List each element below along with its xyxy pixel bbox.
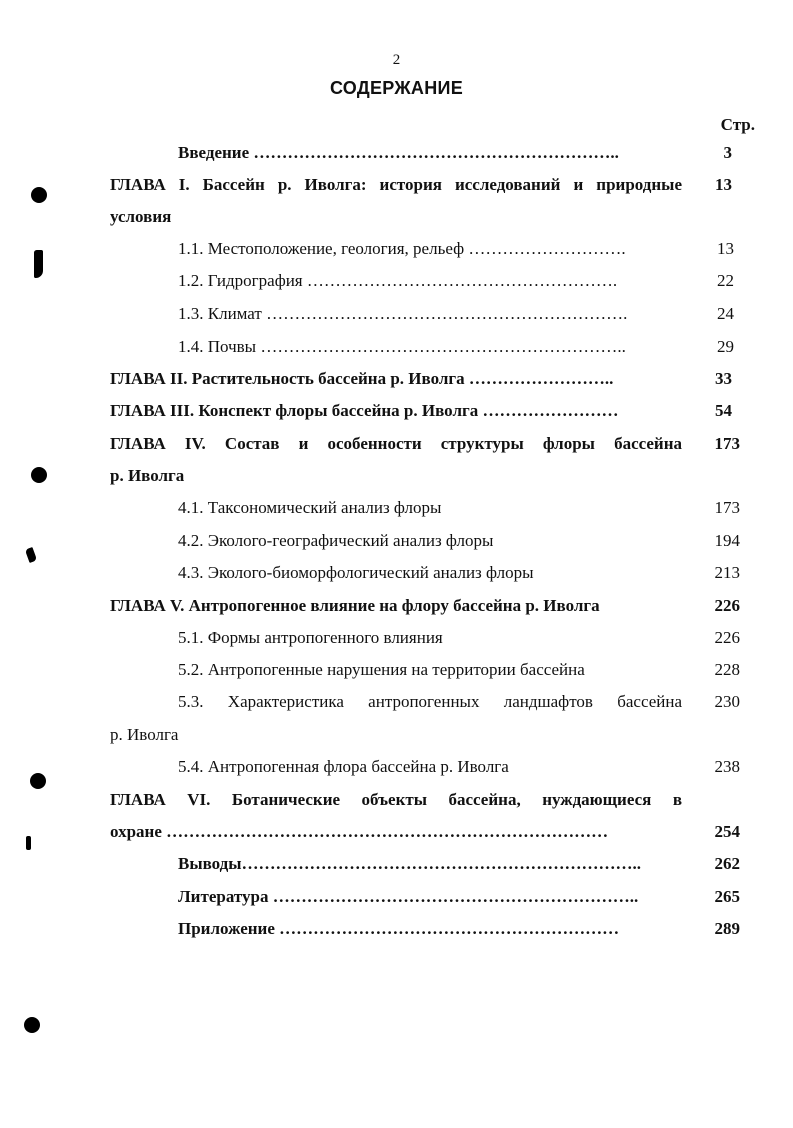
binding-hole [31,467,47,483]
toc-entry-5-1: 5.1. Формы антропогенного влияния [178,628,443,647]
toc-entry-literature: Литература ……………………………………………………….. [178,887,639,906]
toc-page-introduction: 3 [723,143,732,162]
toc-entry-5-2: 5.2. Антропогенные нарушения на территории бассейна [178,660,585,679]
binding-hole [24,1017,40,1033]
toc-page-chapter-1: 13 [715,175,732,194]
binding-hole [31,187,47,203]
toc-page-1-4: 29 [717,337,734,356]
toc-entry-chapter-2: ГЛАВА II. Растительность бассейна р. Иволга …………………….. [110,369,614,388]
toc-entry-conclusions: Выводы…………………………………………………………….. [178,854,642,873]
toc-page-1-2: 22 [717,271,734,290]
toc-page-5-3: 230 [714,692,740,711]
toc-entry-chapter-3: ГЛАВА III. Конспект флоры бассейна р. Иволга …………………… [110,401,619,420]
binding-hole [30,773,46,789]
toc-page-literature: 265 [714,887,740,906]
toc-entry-4-3: 4.3. Эколого-биоморфологический анализ флоры [178,563,534,582]
toc-page-chapter-5: 226 [714,596,740,615]
toc-page-chapter-2: 33 [715,369,732,388]
scan-artifact [26,836,31,850]
toc-entry-chapter-6-cont: охране …………………………………………………………………… [110,822,609,841]
toc-entry-4-2: 4.2. Эколого-географический анализ флоры [178,531,494,550]
toc-page-conclusions: 262 [714,854,740,873]
toc-page-chapter-4: 173 [714,434,740,453]
toc-entry-1-4: 1.4. Почвы ……………………………………………………….. [178,337,626,356]
toc-entry-chapter-4: ГЛАВА IV. Состав и особенности структуры флоры бассейна [110,434,682,453]
toc-entry-chapter-5: ГЛАВА V. Антропогенное влияние на флору бассейна р. Иволга [110,596,600,615]
toc-page-4-3: 213 [714,563,740,582]
toc-page-5-4: 238 [714,757,740,776]
page-number: 2 [392,52,401,68]
toc-page-5-2: 228 [714,660,740,679]
toc-entry-chapter-4-cont: р. Иволга [110,466,185,485]
toc-page-1-3: 24 [717,304,734,323]
toc-page-4-2: 194 [714,531,740,550]
toc-entry-appendix: Приложение …………………………………………………… [178,919,620,938]
toc-entry-1-1: 1.1. Местоположение, геология, рельеф ………………………. [178,239,626,258]
scan-artifact [34,250,43,278]
toc-entry-4-1: 4.1. Таксономический анализ флоры [178,498,442,517]
toc-entry-1-3: 1.3. Климат ………………………………………………………. [178,304,628,323]
toc-page-chapter-6: 254 [714,822,740,841]
scan-artifact [25,547,37,563]
toc-entry-5-3-cont: р. Иволга [110,725,179,744]
toc-entry-chapter-6: ГЛАВА VI. Ботанические объекты бассейна, нуждающиеся в [110,790,682,809]
toc-page-chapter-3: 54 [715,401,732,420]
toc-page-appendix: 289 [714,919,740,938]
toc-page-1-1: 13 [717,239,734,258]
toc-entry-1-2: 1.2. Гидрография ………………………………………………. [178,271,618,290]
toc-page-5-1: 226 [714,628,740,647]
toc-entry-5-4: 5.4. Антропогенная флора бассейна р. Иволга [178,757,509,776]
page-title: СОДЕРЖАНИЕ [329,78,464,98]
toc-entry-5-3: 5.3. Характеристика антропогенных ландшафтов бассейна [178,692,682,711]
toc-page-4-1: 173 [714,498,740,517]
toc-entry-chapter-1-cont: условия [110,207,172,226]
page-column-header: Стр. [720,115,755,134]
toc-entry-chapter-1: ГЛАВА I. Бассейн р. Иволга: история исследований и природные [110,175,682,194]
toc-entry-introduction: Введение ……………………………………………………….. [178,143,619,162]
